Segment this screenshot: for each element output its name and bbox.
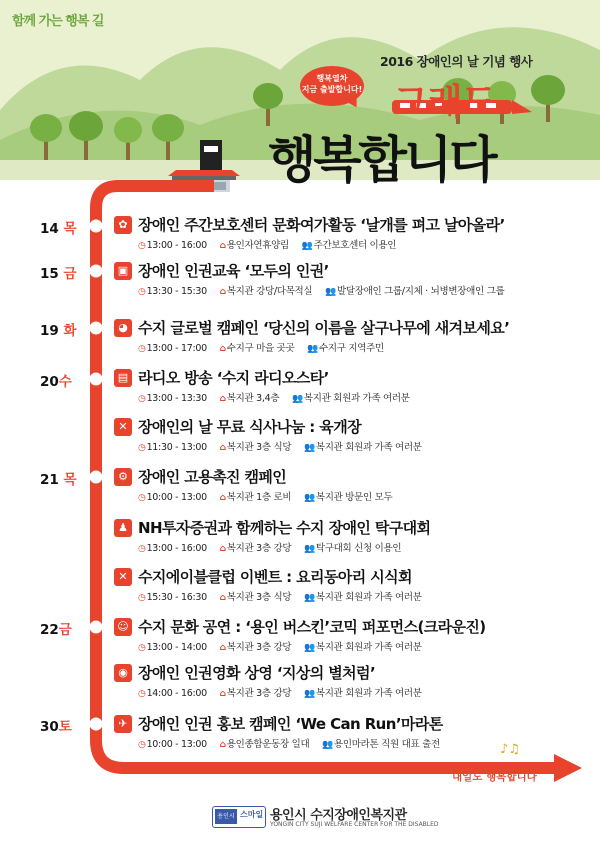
event-time: 13:00 - 17:00 [146, 343, 207, 354]
event-title: 수지 글로벌 캠페인 ‘당신의 이름을 살구나무에 새겨보세요’ [138, 319, 510, 337]
people-icon: 👥 [303, 643, 315, 653]
event-time: 13:00 - 16:00 [146, 543, 207, 554]
timeline-dot [90, 718, 102, 730]
event-target: 복지관 회원과 가족 여러분 [315, 688, 422, 699]
event-meta [138, 390, 420, 404]
timeline-dot [90, 220, 102, 232]
event-time: 14:00 - 16:00 [146, 688, 207, 699]
clock-icon: ◷ [138, 241, 146, 251]
clock-icon: ◷ [138, 593, 146, 603]
date-label: 30토 [40, 719, 72, 735]
leaf-icon: ✿ [114, 216, 132, 234]
people-icon: 👥 [325, 287, 336, 297]
people-icon: 👥 [307, 344, 319, 354]
event-target: 주간보호센터 이용인 [313, 240, 397, 251]
closing-text: 내일도 행복합니다 [452, 771, 537, 783]
event-target: 복지관 방문인 모두 [315, 492, 393, 503]
event-time: 10:00 - 13:00 [146, 739, 207, 750]
people-icon: 👥 [303, 443, 315, 453]
home-icon: ⌂ [219, 394, 226, 404]
clown-icon: ☺ [114, 618, 132, 636]
event-time: 13:30 - 15:30 [146, 286, 207, 297]
event-meta [138, 639, 432, 653]
clock-icon: ◷ [138, 643, 146, 653]
home-icon: ⌂ [219, 689, 226, 699]
people-icon: 👥 [291, 394, 303, 404]
footer-logo-a: 용인시 [215, 809, 237, 824]
event-place: 용인자연휴양림 [226, 240, 289, 251]
event-title: 장애인 인권교육 ‘모두의 인권’ [138, 262, 329, 280]
event-time: 13:00 - 14:00 [146, 642, 207, 653]
event-place: 복지관 3층 식당 [226, 442, 292, 453]
event-target: 복지관 회원과 가족 여러분 [315, 442, 422, 453]
clock-icon: ◷ [138, 740, 146, 750]
event-meta [138, 489, 402, 503]
home-icon: ⌂ [219, 493, 226, 503]
bubble-line-1: 행복열차 [316, 74, 348, 83]
home-icon: ⌂ [219, 443, 226, 453]
clock-icon: ◷ [138, 394, 146, 404]
event-place: 수지구 마을 곳곳 [226, 343, 295, 354]
brand-logo: 함께 가는 행복 길 [12, 14, 104, 29]
event-meta [138, 685, 432, 699]
event-title: 라디오 방송 ‘수지 라디오스타’ [138, 369, 329, 387]
event-meta [138, 237, 406, 251]
people-icon: 👥 [301, 241, 313, 251]
timeline-dot [90, 265, 102, 277]
event-target: 복지관 회원과 가족 여러분 [315, 592, 422, 603]
event-meta [138, 439, 432, 453]
clock-icon: ◷ [138, 287, 146, 297]
people-icon: 👥 [322, 740, 334, 750]
people-icon: 👥 [303, 544, 315, 554]
organization-name: 용인시 수지장애인복지관 [270, 808, 407, 823]
ping-pong-icon: ♟ [114, 519, 132, 537]
event-target: 수지구 지역주민 [319, 343, 384, 354]
home-icon: ⌂ [219, 241, 226, 251]
event-time: 13:00 - 13:30 [146, 393, 207, 404]
event-place: 복지관 3층 강당 [226, 543, 292, 554]
event-title: 수지 문화 공연 : ‘용인 버스킨’코믹 퍼포먼스(크라운진) [138, 618, 486, 636]
event-title: 장애인의 날 무료 식사나눔 : 육개장 [138, 418, 361, 436]
title-small: 그래도 [394, 82, 496, 123]
event-meta [138, 340, 394, 354]
date-label: 15 금 [40, 266, 77, 282]
arrow-head-icon [554, 754, 582, 782]
event-place: 용인종합운동장 일대 [226, 739, 310, 750]
event-title: 장애인 주간보호센터 문화여가활동 ‘날개를 펴고 날아올라’ [138, 216, 505, 234]
bubble-line-2: 지금 출발합니다! [301, 85, 363, 94]
event-place: 복지관 3층 식당 [226, 592, 292, 603]
home-icon: ⌂ [219, 593, 226, 603]
event-place: 복지관 3층 강당 [226, 642, 292, 653]
home-icon: ⌂ [219, 287, 226, 297]
event-meta [138, 589, 432, 603]
event-title: 수지에이블클럽 이벤트 : 요리동아리 시식회 [138, 568, 412, 586]
timeline-dot [90, 621, 102, 633]
event-title: NH투자증권과 함께하는 수지 장애인 탁구대회 [138, 519, 431, 537]
event-target: 복지관 회원과 가족 여러분 [303, 393, 410, 404]
home-icon: ⌂ [219, 544, 226, 554]
date-label: 21 목 [40, 472, 77, 488]
globe-icon: ◕ [114, 319, 132, 337]
event-place: 복지관 3층 강당 [226, 688, 292, 699]
clock-icon: ◷ [138, 344, 146, 354]
home-icon: ⌂ [219, 740, 226, 750]
clock-icon: ◷ [138, 689, 146, 699]
event-target: 용인마라톤 직원 대표 출전 [334, 739, 440, 750]
people-icon: 👥 [303, 593, 315, 603]
event-subtitle: 2016 장애인의 날 기념 행사 [380, 54, 533, 69]
event-time: 15:30 - 16:30 [146, 592, 207, 603]
timeline-dot [90, 373, 102, 385]
timeline-dot [90, 471, 102, 483]
event-place: 복지관 3,4층 [226, 393, 280, 404]
event-time: 11:30 - 13:00 [146, 442, 207, 453]
utensils-icon: ✕ [114, 418, 132, 436]
people-icon: 👥 [303, 493, 315, 503]
presentation-icon: ▣ [114, 262, 132, 280]
event-title: 장애인 고용촉진 캠페인 [138, 468, 287, 486]
organization-english-name: YONGIN CITY SUJI WELFARE CENTER FOR THE DISABLED [270, 821, 439, 828]
date-label: 14 목 [40, 221, 77, 237]
event-meta [138, 736, 450, 750]
footer-logo-b: 스마일 [240, 810, 264, 819]
event-target: 복지관 회원과 가족 여러분 [315, 642, 422, 653]
event-meta [138, 540, 411, 554]
timeline-dot [90, 322, 102, 334]
clock-icon: ◷ [138, 493, 146, 503]
date-label: 20수 [40, 374, 72, 390]
music-notes-icon: ♪♫ [500, 742, 520, 757]
home-icon: ⌂ [219, 643, 226, 653]
footer-logo [212, 806, 266, 828]
event-place: 복지관 1층 로비 [226, 492, 292, 503]
event-time: 10:00 - 13:00 [146, 492, 207, 503]
page-title: 행복합니다 [268, 131, 495, 189]
radio-icon: ▤ [114, 369, 132, 387]
clock-icon: ◷ [138, 443, 146, 453]
event-time: 13:00 - 16:00 [146, 240, 207, 251]
runner-icon: ✈ [114, 715, 132, 733]
clock-icon: ◷ [138, 544, 146, 554]
film-icon: ◉ [114, 664, 132, 682]
people-icon: 👥 [303, 689, 315, 699]
event-place: 복지관 강당/다목적실 [226, 286, 313, 297]
event-target: 탁구대회 신청 이용인 [315, 543, 402, 554]
event-target: 발달장애인 그룹/지체 · 뇌병변장애인 그룹 [336, 286, 505, 297]
date-label: 22금 [40, 622, 72, 638]
event-title: 장애인 인권 홍보 캠페인 ‘We Can Run’마라톤 [138, 715, 443, 733]
date-label: 19 화 [40, 323, 77, 339]
home-icon: ⌂ [219, 344, 226, 354]
event-title: 장애인 인권영화 상영 ‘지상의 별처럼’ [138, 664, 376, 682]
event-meta [138, 283, 514, 297]
gear-icon: ⚙ [114, 468, 132, 486]
utensils-icon: ✕ [114, 568, 132, 586]
